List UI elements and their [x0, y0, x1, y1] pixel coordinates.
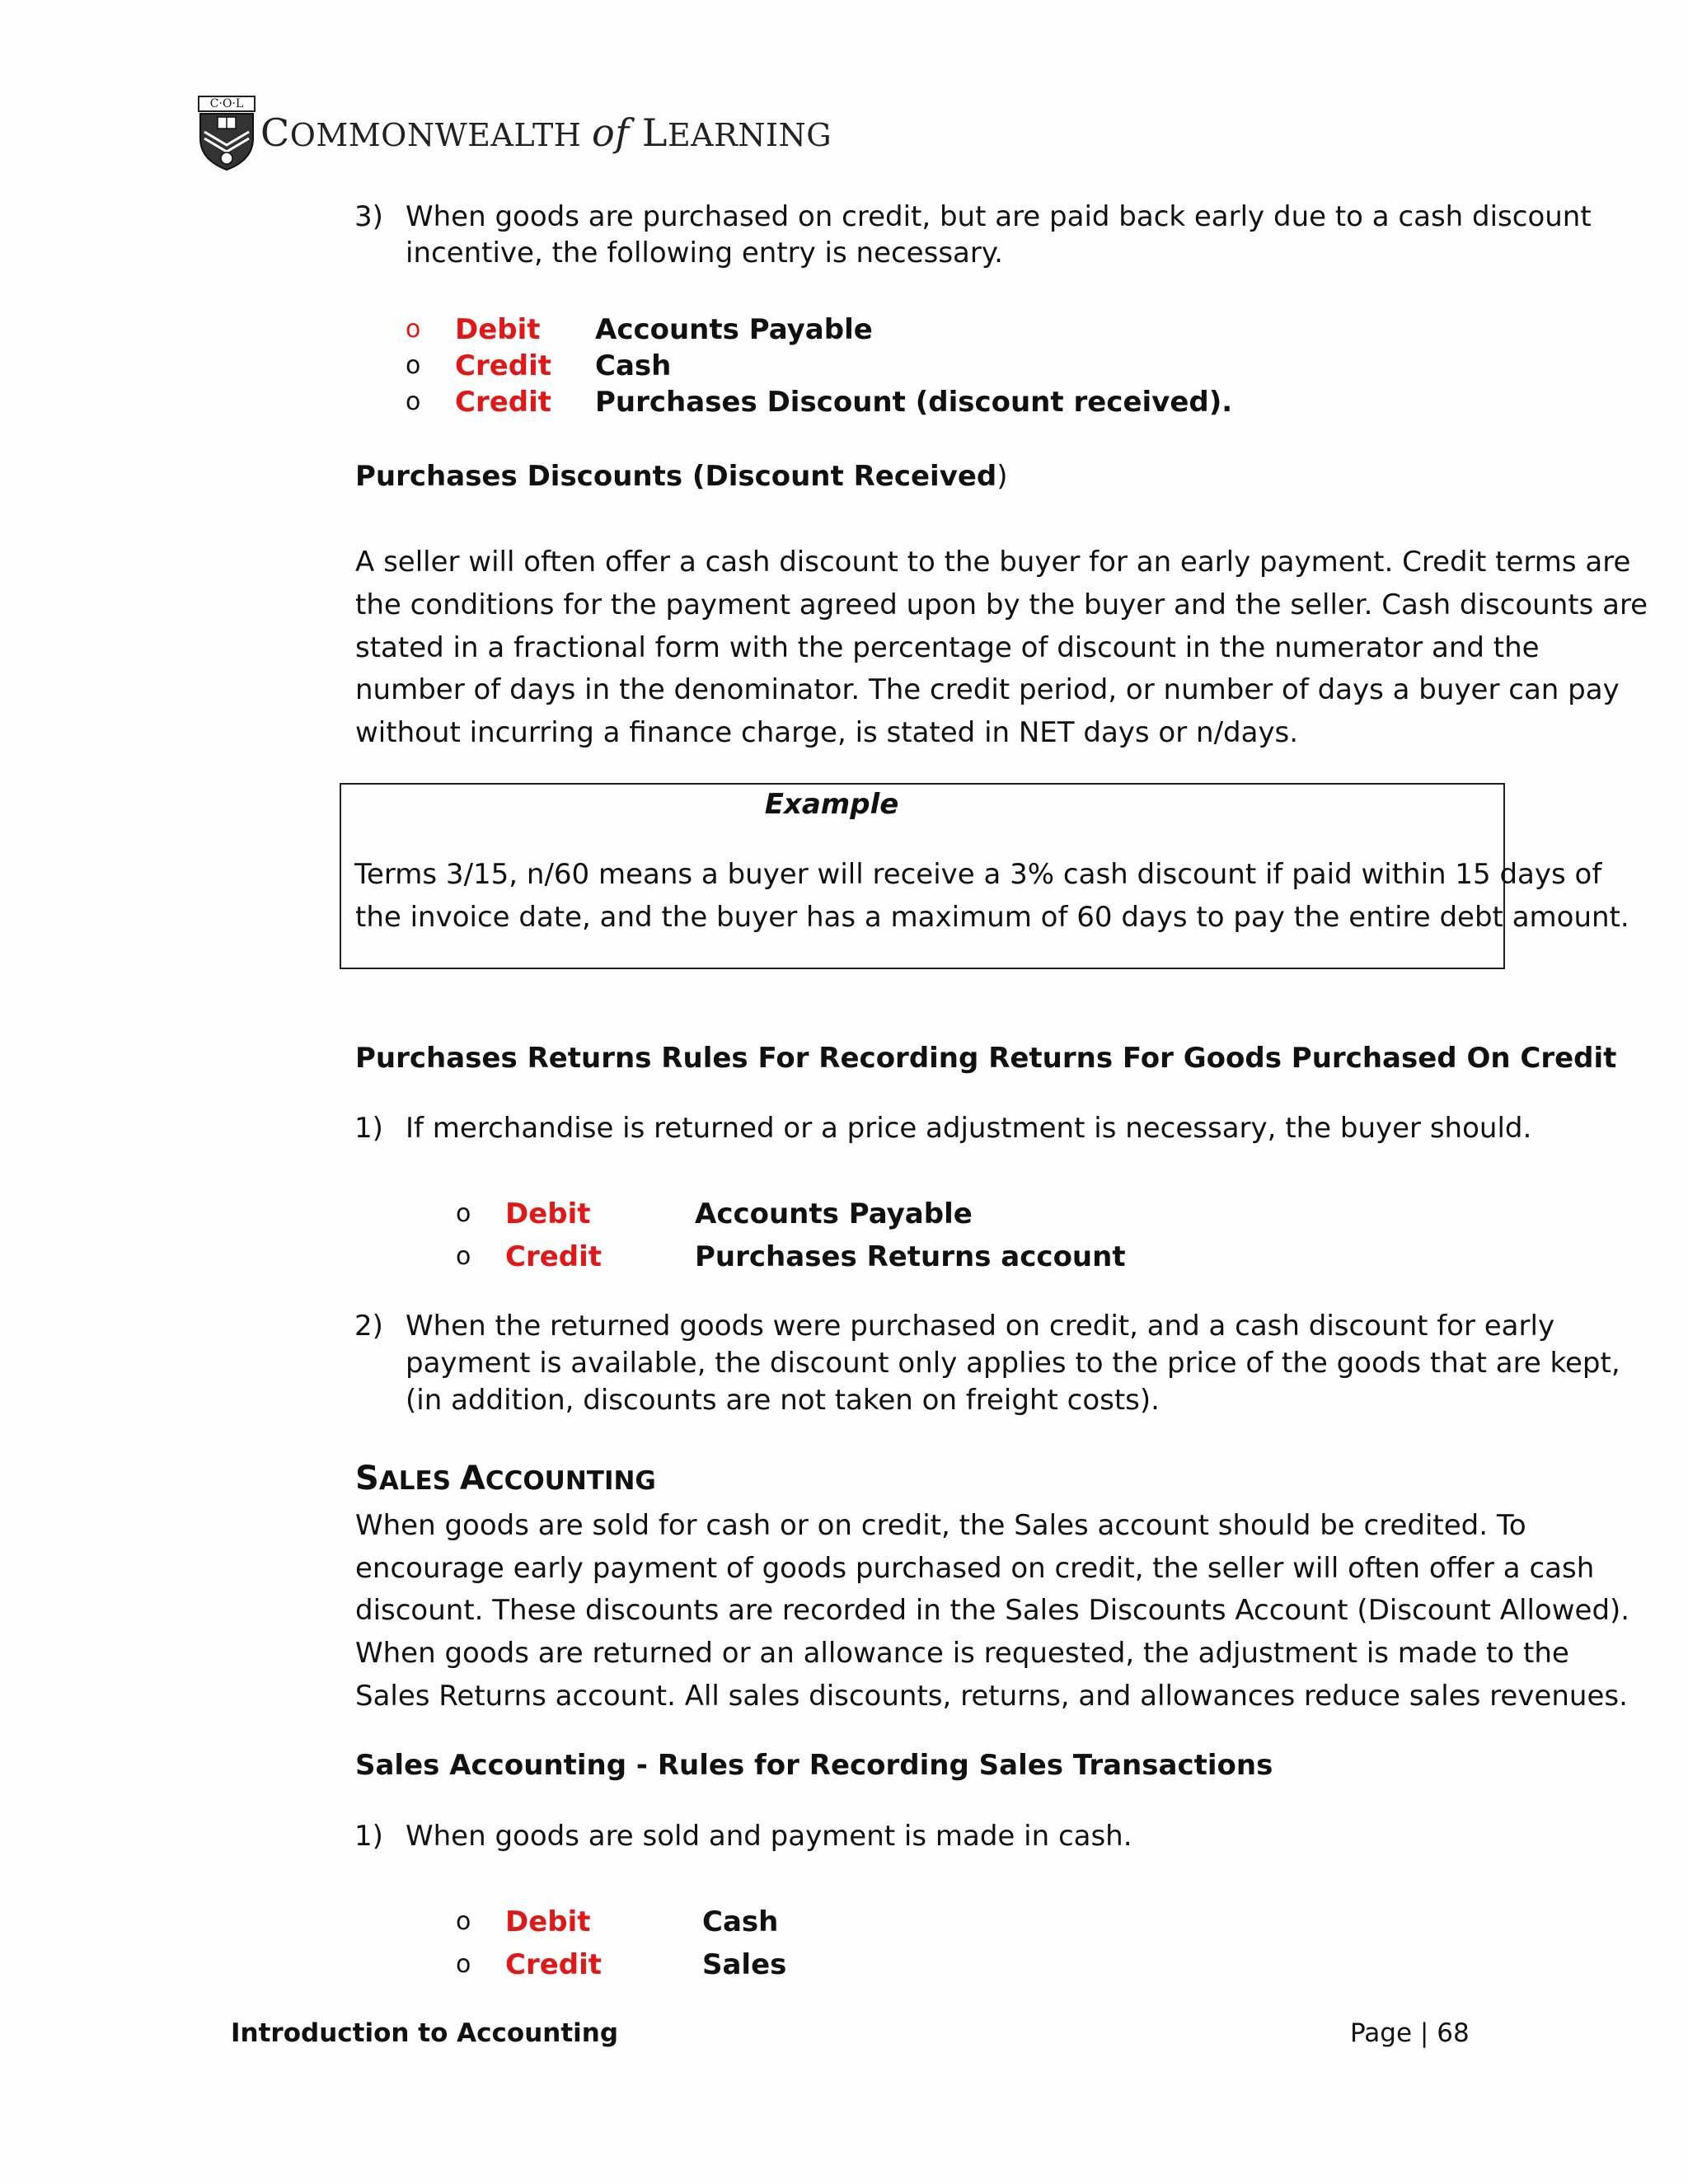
footer-page: Page | 68 [1350, 2018, 1470, 2048]
paragraph-line: When goods are returned or an allowance is requested, the adjustment is made to the [355, 1637, 1569, 1670]
organization-name: COMMONWEALTH of LEARNING [260, 110, 832, 155]
logo-top-text: C·O·L [209, 97, 244, 110]
item-3-number: 3) [354, 200, 383, 233]
paragraph-line: without incurring a finance charge, is stated in NET days or n/days. [355, 716, 1299, 749]
returns-item-1-number: 1) [354, 1112, 383, 1145]
example-title: Example [764, 788, 899, 821]
paragraph-line: discount. These discounts are recorded in the Sales Discounts Account (Discount Allowed). [355, 1594, 1630, 1627]
entry-side-credit: Credit [455, 349, 552, 382]
entry-side-debit: Debit [505, 1905, 591, 1938]
entry-account: Purchases Discount (discount received). [595, 386, 1233, 419]
paragraph-line: A seller will often offer a cash discount to the buyer for an early payment. Credit terms are [355, 546, 1631, 579]
item-3-line1: When goods are purchased on credit, but are paid back early due to a cash discount [406, 200, 1592, 233]
sales-item-1-text: When goods are sold and payment is made in cash. [406, 1820, 1132, 1853]
entry-bullet: o [456, 1950, 471, 1979]
entry-side-credit: Credit [455, 386, 552, 419]
section-heading: Purchases Returns Rules For Recording Returns For Goods Purchased On Credit [355, 1042, 1617, 1075]
paragraph-line: number of days in the denominator. The credit period, or number of days a buyer can pay [355, 673, 1620, 706]
entry-bullet: o [456, 1242, 471, 1271]
entry-side-debit: Debit [455, 313, 541, 346]
entry-account: Cash [595, 349, 672, 382]
entry-side-debit: Debit [505, 1197, 591, 1230]
entry-account: Accounts Payable [595, 313, 873, 346]
entry-bullet: o [456, 1199, 471, 1228]
returns-item-2-line: payment is available, the discount only applies to the price of the goods that are kept, [406, 1347, 1620, 1380]
entry-bullet: o [456, 1907, 471, 1936]
paragraph-line: Sales Returns account. All sales discounts, returns, and allowances reduce sales revenues. [355, 1680, 1628, 1713]
paragraph-line: stated in a fractional form with the percentage of discount in the numerator and the [355, 631, 1540, 664]
section-heading: Purchases Discounts (Discount Received) [355, 460, 1008, 493]
returns-item-1-text: If merchandise is returned or a price adjustment is necessary, the buyer should. [406, 1112, 1532, 1145]
paragraph-line: encourage early payment of goods purchased on credit, the seller will often offer a cash [355, 1552, 1595, 1585]
entry-side-credit: Credit [505, 1240, 603, 1273]
entry-account: Accounts Payable [695, 1197, 973, 1230]
entry-side-credit: Credit [505, 1948, 603, 1981]
returns-item-2-number: 2) [354, 1310, 383, 1343]
paragraph-line: When goods are sold for cash or on credit, the Sales account should be credited. To [355, 1509, 1526, 1542]
section-heading: Sales Accounting - Rules for Recording Sales Transactions [355, 1749, 1273, 1782]
item-3-line2: incentive, the following entry is necessary. [406, 237, 1003, 269]
example-line: the invoice date, and the buyer has a maximum of 60 days to pay the entire debt amount. [355, 901, 1629, 934]
sales-accounting-heading: SALES ACCOUNTING [355, 1460, 656, 1497]
example-line: Terms 3/15, n/60 means a buyer will receive a 3% cash discount if paid within 15 days of [354, 858, 1602, 891]
paragraph-line: the conditions for the payment agreed upon by the buyer and the seller. Cash discounts are [355, 588, 1648, 621]
entry-bullet: o [406, 351, 421, 380]
entry-bullet: o [406, 387, 421, 416]
entry-account: Purchases Returns account [695, 1240, 1126, 1273]
entry-bullet: o [406, 315, 421, 344]
entry-account: Sales [702, 1948, 787, 1981]
sales-item-1-number: 1) [354, 1820, 383, 1853]
entry-account: Cash [702, 1905, 779, 1938]
footer-title: Introduction to Accounting [231, 2018, 619, 2048]
returns-item-2-line: (in addition, discounts are not taken on freight costs). [406, 1384, 1160, 1417]
returns-item-2-line: When the returned goods were purchased on credit, and a cash discount for early [406, 1310, 1555, 1343]
